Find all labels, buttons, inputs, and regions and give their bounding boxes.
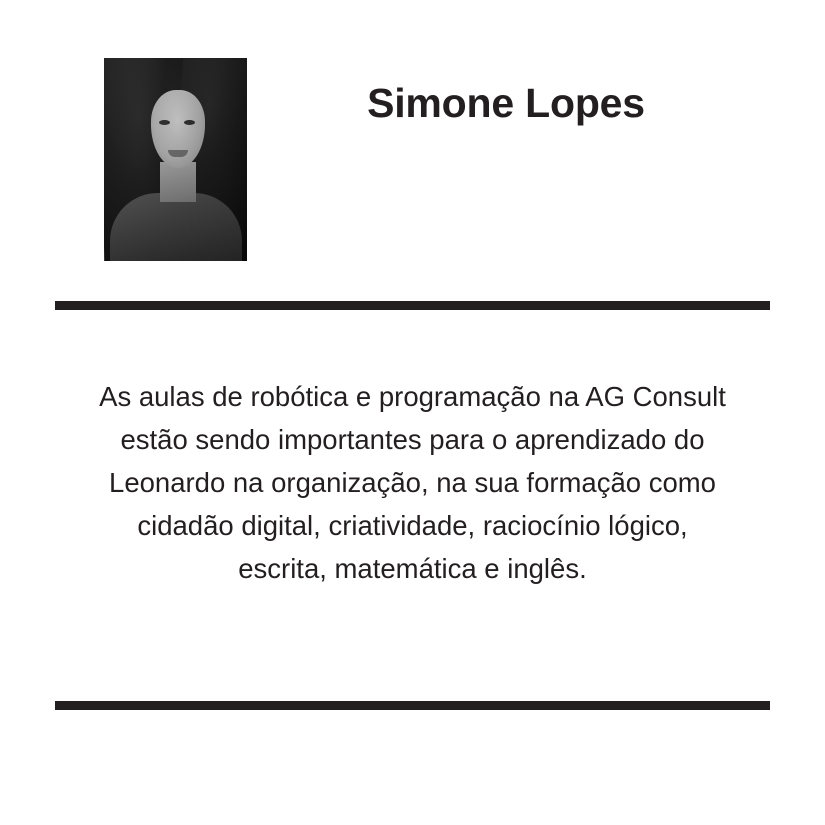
photo-shading-overlay xyxy=(104,58,247,261)
testimonial-text: As aulas de robótica e programação na AG Consult estão sendo importantes para o aprendizado do Leonardo na organização, na sua formação como cidadão digital, criatividade, raciocínio lógico, escrita, matemática e inglês. xyxy=(99,381,726,584)
card-header xyxy=(0,0,825,261)
divider-top xyxy=(55,301,770,310)
name-container xyxy=(247,58,765,127)
person-name: Simone Lopes xyxy=(367,80,645,126)
portrait-photo xyxy=(104,58,247,261)
divider-bottom xyxy=(55,701,770,710)
